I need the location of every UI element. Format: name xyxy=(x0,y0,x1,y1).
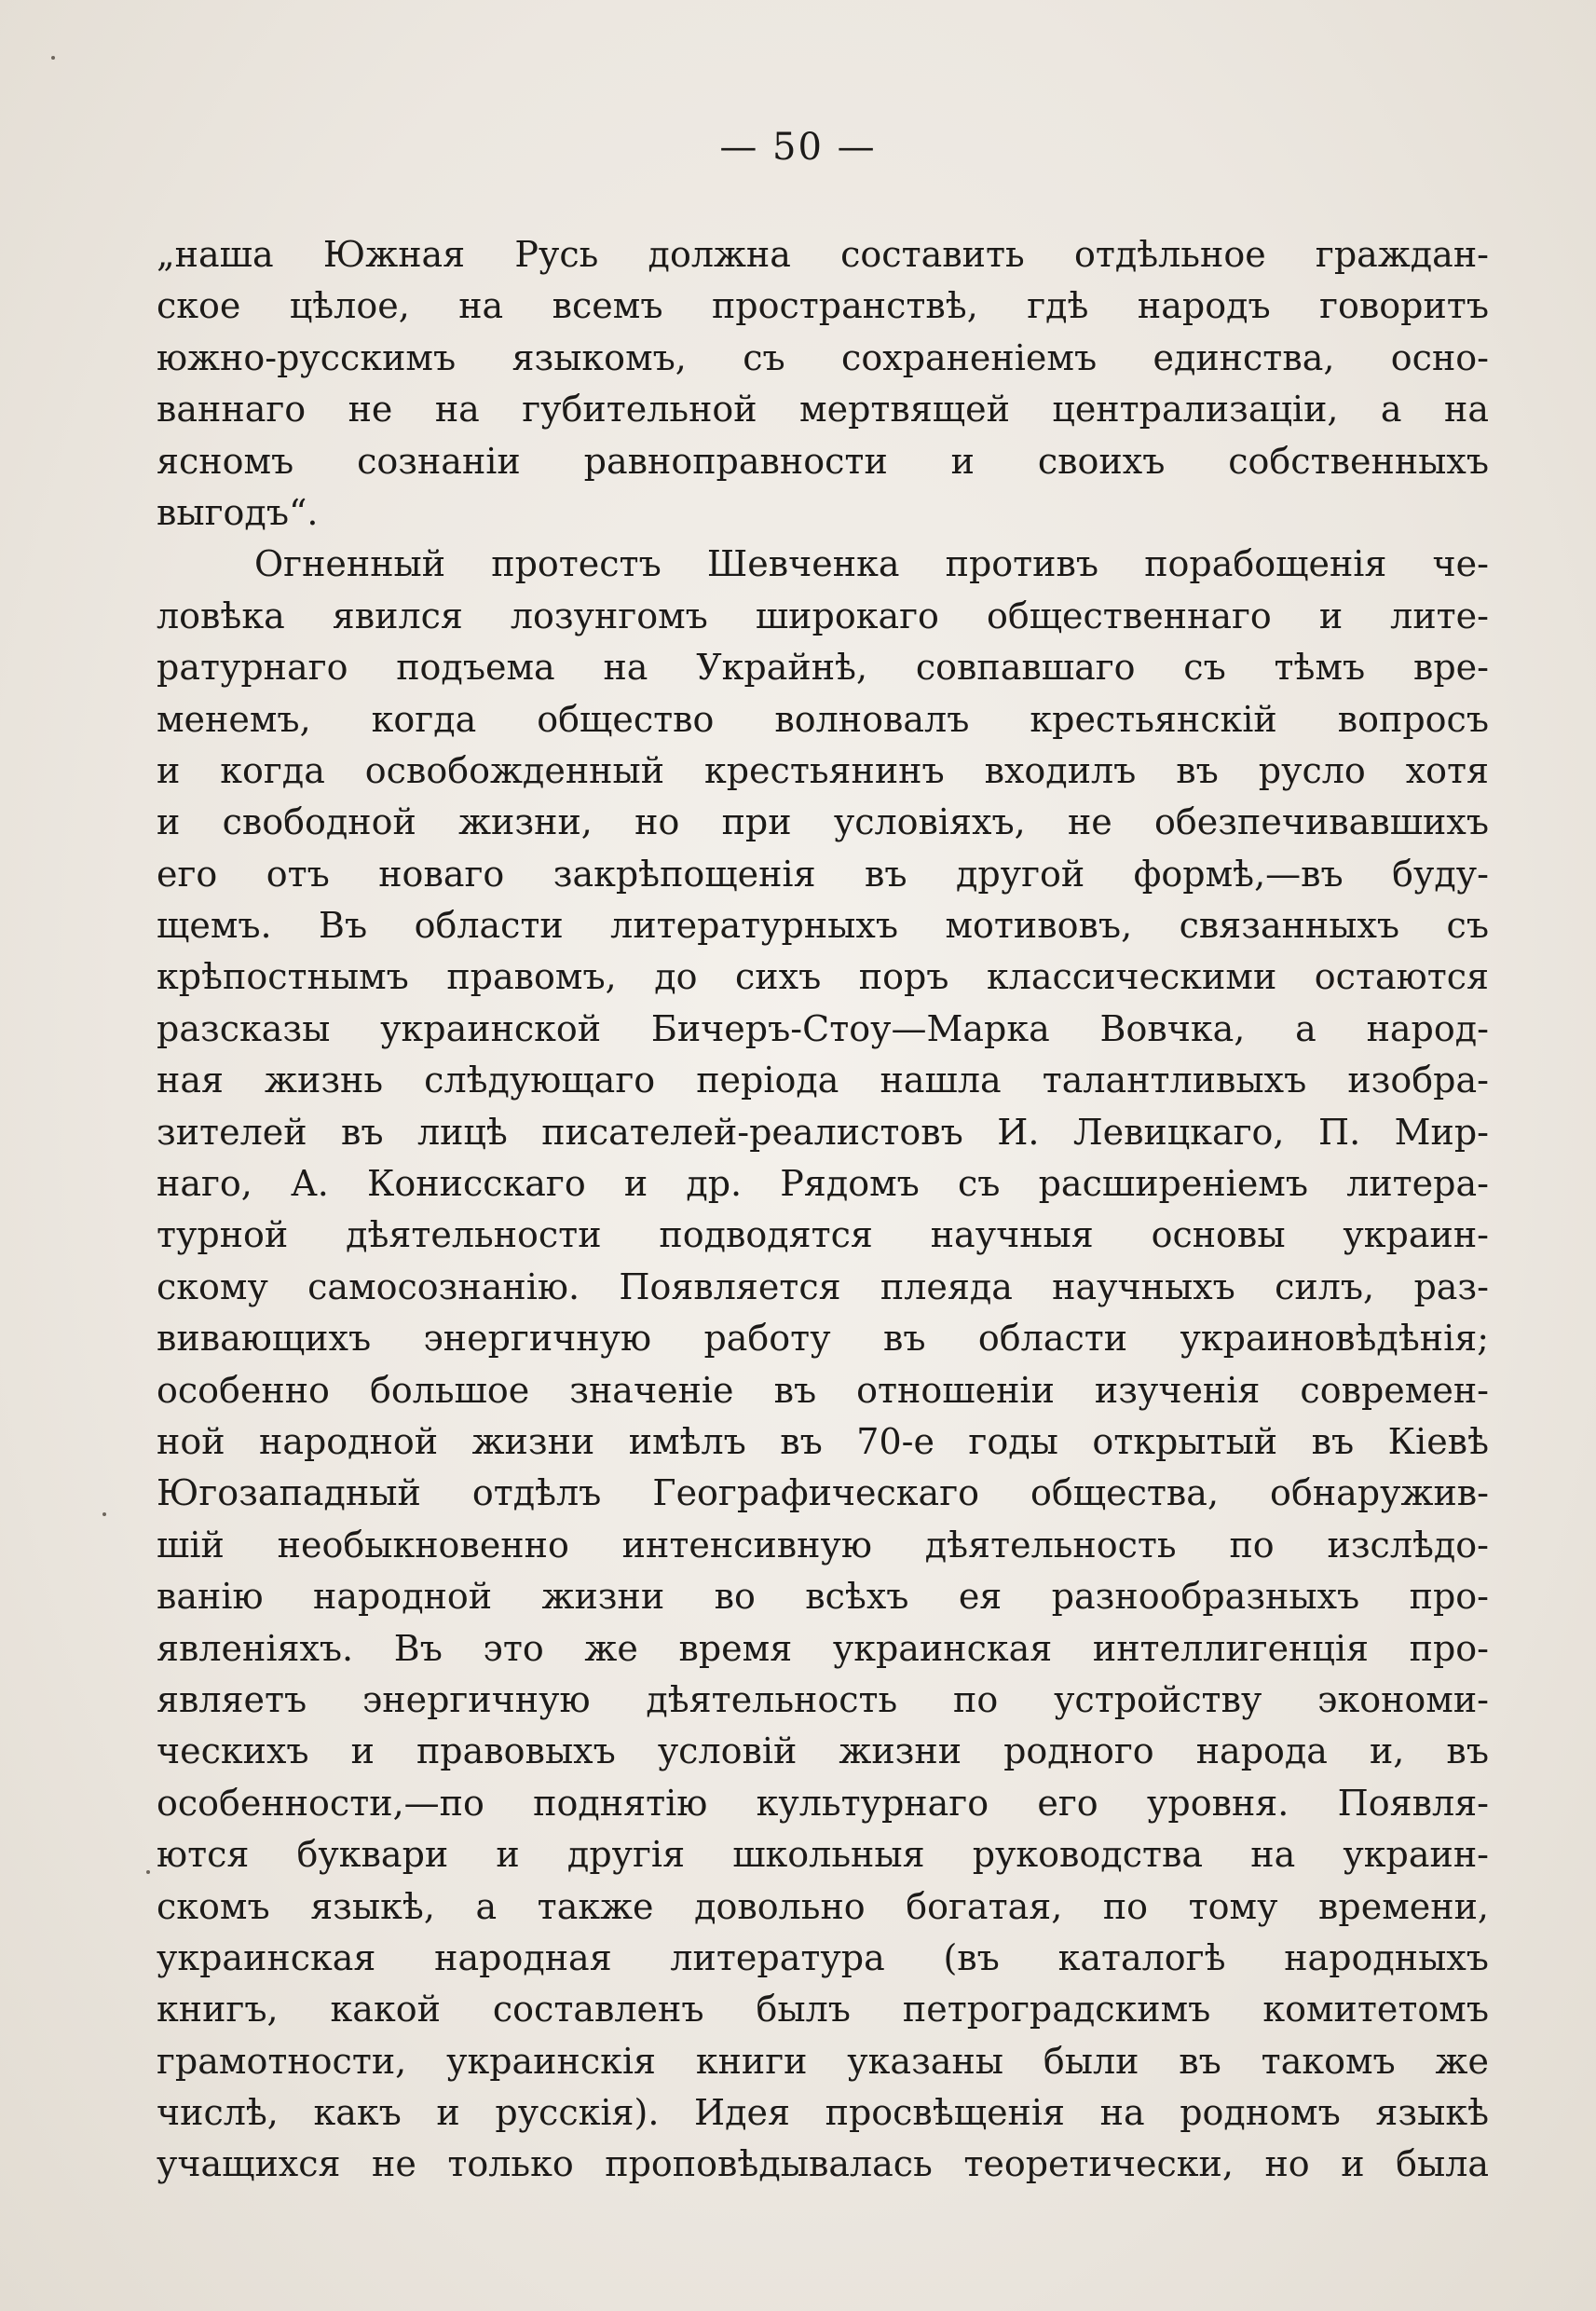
text-line: крѣпостнымъ правомъ, до сихъ поръ классическими остаются xyxy=(157,956,1489,998)
text-line: грамотности, украинскія книги указаны были въ такомъ же xyxy=(157,2040,1489,2082)
text-line: явленіяхъ. Въ это же время украинская интеллигенція про- xyxy=(157,1627,1489,1669)
text-line: ское цѣлое, на всемъ пространствѣ, гдѣ народъ говоритъ xyxy=(157,285,1489,327)
text-line: ваннаго не на губительной мертвящей централизаціи, а на xyxy=(157,389,1489,431)
text-line: особенно большое значеніе въ отношеніи изученія современ- xyxy=(157,1369,1489,1411)
text-line: южно-русскимъ языкомъ, съ сохраненіемъ единства, осно- xyxy=(157,336,1489,378)
text-line: ной народной жизни имѣлъ въ 70-е годы открытый въ Кіевѣ xyxy=(157,1420,1489,1462)
text-line: учащихся не только проповѣдывалась теоретически, но и была xyxy=(157,2143,1489,2185)
paper-speck xyxy=(102,1512,106,1516)
text-line: ванію народной жизни во всѣхъ ея разнообразныхъ про- xyxy=(157,1576,1489,1618)
text-line: „наша Южная Русь должна составить отдѣльное граждан- xyxy=(157,234,1489,275)
text-line: турной дѣятельности подводятся научныя основы украин- xyxy=(157,1214,1489,1256)
text-line: числѣ, какъ и русскія). Идея просвѣщенія на родномъ языкѣ xyxy=(157,2092,1489,2134)
text-line: скомъ языкѣ, а также довольно богатая, по тому времени, xyxy=(157,1885,1489,1927)
text-line: книгъ, какой составленъ былъ петроградскимъ комитетомъ xyxy=(157,1989,1489,2031)
text-line: скому самосознанію. Появляется плеяда научныхъ силъ, раз- xyxy=(157,1265,1489,1307)
text-line: шій необыкновенно интенсивную дѣятельность по изслѣдо- xyxy=(157,1524,1489,1566)
text-line: разсказы украинской Бичеръ-Стоу—Марка Вовчка, а народ- xyxy=(157,1007,1489,1049)
body-text xyxy=(157,229,1489,2191)
text-line: зителей въ лицѣ писателей-реалистовъ И. Левицкаго, П. Мир- xyxy=(157,1111,1489,1153)
text-line: ются буквари и другія школьныя руководства на украин- xyxy=(157,1834,1489,1876)
text-line: особенности,—по поднятію культурнаго его уровня. Появля- xyxy=(157,1782,1489,1824)
paper-speck xyxy=(51,56,55,60)
paper-speck xyxy=(146,1870,150,1874)
text-line: ясномъ сознаніи равноправности и своихъ собственныхъ xyxy=(157,440,1489,482)
text-line: Югозападный отдѣлъ Географическаго общества, обнаружив- xyxy=(157,1472,1489,1514)
text-line: ратурнаго подъема на Украйнѣ, совпавшаго съ тѣмъ вре- xyxy=(157,647,1489,689)
text-line: являетъ энергичную дѣятельность по устройству экономи- xyxy=(157,1678,1489,1720)
text-line: и свободной жизни, но при условіяхъ, не обезпечивавшихъ xyxy=(157,801,1489,843)
text-line: наго, А. Конисскаго и др. Рядомъ съ расширеніемъ литера- xyxy=(157,1163,1489,1205)
text-line: вивающихъ энергичную работу въ области украиновѣдѣнія; xyxy=(157,1318,1489,1360)
text-line: выгодъ“. xyxy=(157,491,319,533)
text-line: щемъ. Въ области литературныхъ мотивовъ, связанныхъ съ xyxy=(157,905,1489,947)
text-line: ческихъ и правовыхъ условій жизни родного народа и, въ xyxy=(157,1730,1489,1772)
text-line: его отъ новаго закрѣпощенія въ другой формѣ,—въ буду- xyxy=(157,853,1489,895)
text-line: украинская народная литература (въ каталогѣ народныхъ xyxy=(157,1936,1489,1978)
text-line: и когда освобожденный крестьянинъ входилъ въ русло хотя xyxy=(157,749,1489,791)
text-line: ловѣка явился лозунгомъ широкаго общественнаго и лите- xyxy=(157,595,1489,636)
page-number: — 50 — xyxy=(719,126,877,169)
paragraph-first-line: Огненный протестъ Шевченка противъ порабощенія че- xyxy=(254,543,1489,585)
text-line: менемъ, когда общество волновалъ крестьянскій вопросъ xyxy=(157,698,1489,740)
text-line: ная жизнь слѣдующаго періода нашла талантливыхъ изобра- xyxy=(157,1060,1489,1101)
